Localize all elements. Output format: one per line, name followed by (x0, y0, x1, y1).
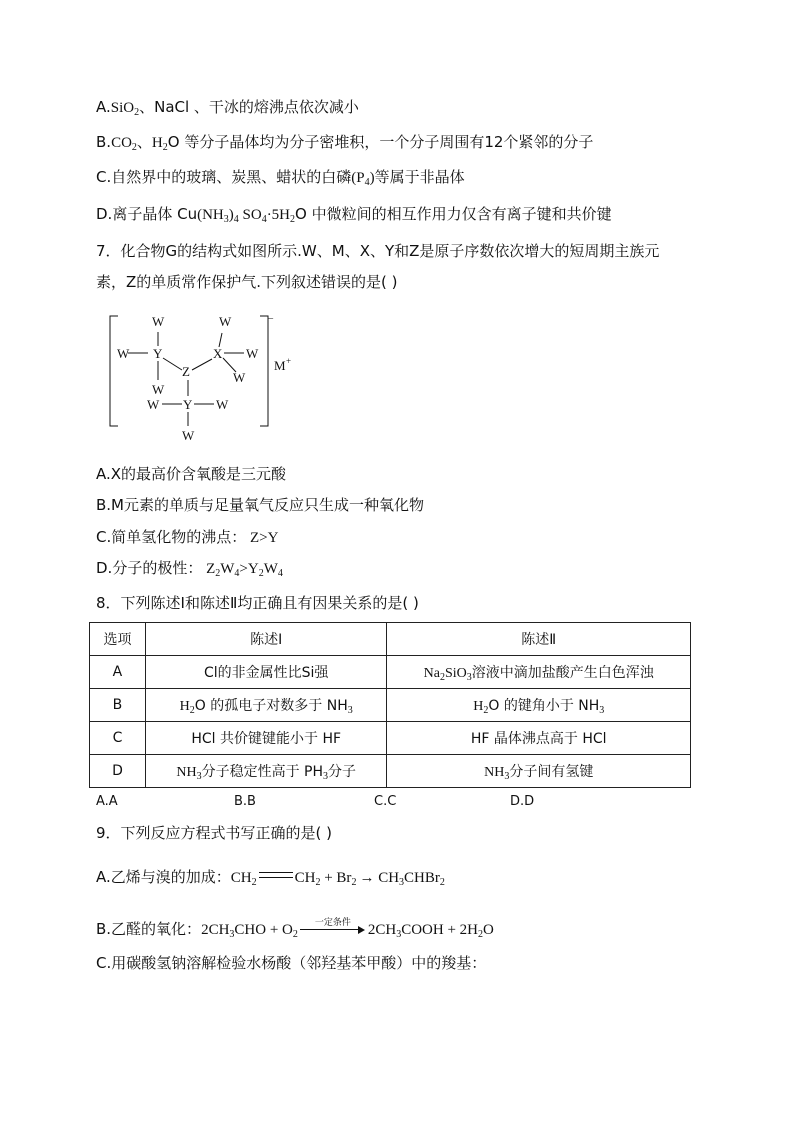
choice-a: A.A (96, 794, 118, 809)
q7-stem-line1: 7．化合物G的结构式如图所示.W、M、X、Y和Z是原子序数依次增大的短周期主族元 (96, 242, 660, 260)
q6-option-d: D.离子晶体 $Cu(NH_3)_4$ $SO_4\cdot 5H_2O$ 中微粒间的相互作用力仅含有离子键和共价键 (96, 205, 612, 225)
q7-option-b: B.M元素的单质与足量氧气反应只生成一种氧化物 (96, 496, 425, 514)
atom-m: M (274, 358, 286, 373)
atom-w-5: W (246, 346, 259, 361)
atom-x: X (213, 346, 223, 361)
atom-y-1: Y (153, 346, 163, 361)
double-bond-icon (259, 872, 293, 878)
charge-minus: − (268, 314, 274, 325)
table-row: B $H_2O$ 的孤电子对数多于 $NH_3$ $H_2O$ 的键角小于 $NH_3$ (90, 689, 691, 722)
q6-option-b: $B.CO_2$、$H_2O$ 等分子晶体均为分子密堆积，一个分子周围有12个紧邻的分子 (96, 133, 594, 153)
choice-c: C.C (374, 794, 397, 809)
atom-z: Z (182, 364, 190, 379)
reaction-arrow-icon: 一定条件 (300, 918, 366, 940)
q7-option-c: C.简单氢化物的沸点： Z>Y (96, 528, 279, 546)
atom-w-1: W (152, 314, 165, 329)
atom-w-9: W (182, 428, 195, 443)
header-statement-1: 陈述Ⅰ (145, 623, 387, 656)
q9-option-b: B.乙醛的氧化：$2CH_3CHO + O_2$ 一定条件 $2CH_3COOH + 2H_2O$ (96, 918, 494, 940)
table-row: A Cl的非金属性比Si强 $Na_2SiO_3$溶液中滴加盐酸产生白色浑浊 (90, 656, 691, 689)
q9-option-a: A.乙烯与溴的加成：$CH_2$ $CH_2 + Br_2$ → $CH_3CHBr_2$ (96, 868, 445, 888)
q9-option-c: C.用碳酸氢钠溶解检验水杨酸（邻羟基苯甲酸）中的羧基： (96, 954, 487, 972)
q6-option-a: A.SiO$_2$、NaCl 、干冰的熔沸点依次减小 (96, 98, 359, 118)
q7-stem-line2: 素，Z的单质常作保护气.下列叙述错误的是( ) (96, 273, 398, 291)
choice-b: B.B (234, 794, 256, 809)
table-row: C HCl 共价键键能小于 HF HF 晶体沸点高于 HCl (90, 722, 691, 755)
charge-plus: + (286, 356, 292, 366)
q7-option-a: A.X的最高价含氧酸是三元酸 (96, 465, 287, 483)
atom-y-2: Y (183, 397, 193, 412)
table-header-row (90, 623, 691, 656)
q7-option-d: D.分子的极性： $Z_2W_4>Y_2W_4$ (96, 559, 283, 579)
q9-stem: 9．下列反应方程式书写正确的是( ) (96, 824, 333, 842)
table-row: D $NH_3$分子稳定性高于 $PH_3$分子 $NH_3$分子间有氢键 (90, 755, 691, 788)
atom-w-3: W (152, 382, 165, 397)
header-statement-2: 陈述Ⅱ (387, 623, 691, 656)
header-option: 选项 (90, 623, 146, 656)
choice-d: D.D (510, 794, 535, 809)
q8-stem: 8．下列陈述Ⅰ和陈述Ⅱ均正确且有因果关系的是( ) (96, 594, 419, 612)
atom-w-2: W (117, 346, 130, 361)
q6-option-c: C.自然界中的玻璃、炭黑、蜡状的白磷$(P_4)$等属于非晶体 (96, 168, 465, 188)
atom-w-8: W (216, 397, 229, 412)
structure-diagram (100, 308, 310, 450)
atom-w-4: W (219, 314, 232, 329)
atom-w-6: W (233, 370, 246, 385)
atom-w-7: W (147, 397, 160, 412)
q8-table (89, 622, 691, 788)
